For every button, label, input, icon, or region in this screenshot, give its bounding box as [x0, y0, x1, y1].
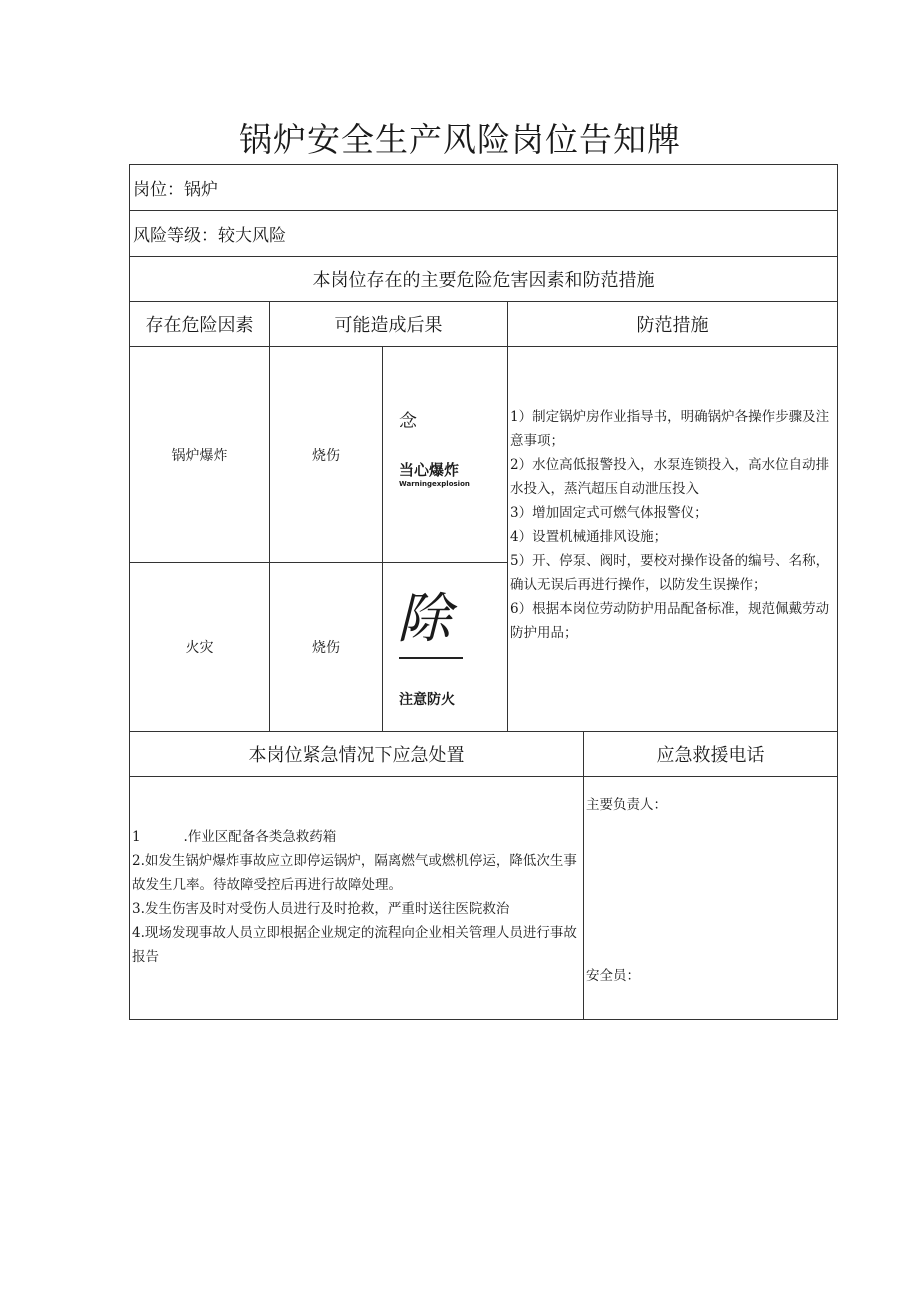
sign-label: 当心爆炸: [399, 461, 460, 479]
consequence-cell: 烧伤: [270, 347, 383, 563]
col-header-consequence: 可能造成后果: [270, 302, 508, 347]
emergency-title: 本岗位紧急情况下应急处置: [130, 732, 584, 777]
explosion-warning-icon: [383, 347, 508, 563]
consequence-cell: 烧伤: [270, 563, 383, 732]
measure-item: 1）制定锅炉房作业指导书，明确锅炉各操作步骤及注意事项；: [510, 409, 830, 449]
fire-caution-icon: [383, 563, 508, 732]
col-header-hazard: 存在危险因素: [130, 302, 270, 347]
emergency-cell: [130, 777, 584, 1020]
rescue-cell: [584, 777, 838, 1020]
measure-item: 5）开、停泵、阀时，要校对操作设备的编号、名称，确认无误后再进行操作，以防发生误操作；: [510, 553, 830, 593]
sign-underline: [399, 657, 463, 659]
measure-item: 3）增加固定式可燃气体报警仪；: [510, 505, 708, 521]
notice-table: [129, 164, 838, 1020]
hazard-cell: 锅炉爆炸: [130, 347, 270, 563]
hazard-cell: 火灾: [130, 563, 270, 732]
measure-item: 4）设置机械通排风设施；: [510, 529, 668, 545]
emergency-item: 3.发生伤害及时对受伤人员进行及时抢救，严重时送往医院救治: [132, 901, 510, 917]
measure-item: 2）水位高低报警投入，水泵连锁投入，高水位自动排水投入，蒸汽超压自动泄压投入: [510, 457, 830, 497]
emergency-item: 4.现场发现事故人员立即根据企业规定的流程向企业相关管理人员进行事故报告: [132, 925, 577, 965]
section-title: 本岗位存在的主要危险危害因素和防范措施: [130, 257, 838, 302]
emergency-item: 2.如发生锅炉爆炸事故应立即停运锅炉，隔离燃气或燃机停运，降低次生事故发生几率。待故障受控后再进行故障处理。: [132, 853, 577, 893]
measure-item: 6）根据本岗位劳动防护用品配备标准，规范佩戴劳动防护用品；: [510, 601, 830, 641]
sign-glyph: 除: [397, 587, 451, 650]
page-title: 锅炉安全生产风险岗位告知牌: [239, 120, 681, 159]
post-row: 岗位：锅炉: [130, 165, 838, 211]
principal-label: 主要负责人：: [586, 797, 667, 813]
risk-level-row: 风险等级：较大风险: [130, 211, 838, 257]
measures-cell: [508, 347, 838, 732]
sign-glyph: 念: [399, 411, 417, 432]
col-header-measures: 防范措施: [508, 302, 838, 347]
safety-officer-label: 安全员：: [586, 968, 640, 984]
sign-label: 注意防火: [399, 692, 455, 708]
emergency-item: 1 .作业区配备各类急救药箱: [132, 829, 337, 845]
rescue-title: 应急救援电话: [584, 732, 838, 777]
sign-sublabel: Warningexplosion: [399, 480, 470, 488]
